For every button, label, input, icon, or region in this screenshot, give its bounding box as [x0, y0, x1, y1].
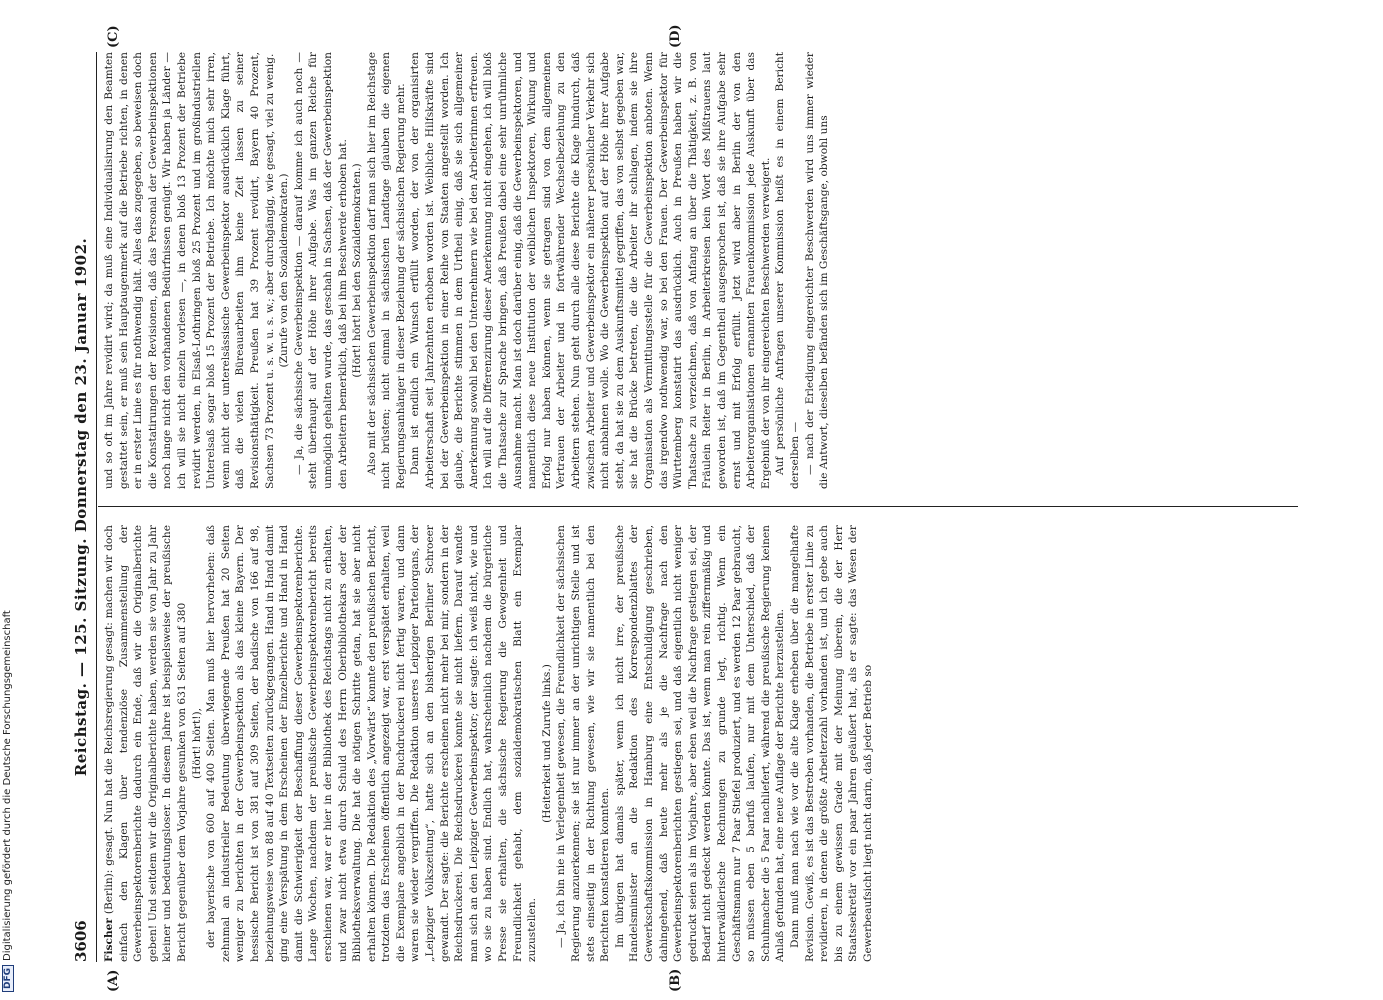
right-paragraph-3: Also mit der sächsischen Gewerbeinspektion darf man sich hier im Reichstage nicht brüsten; nicht einmal in sächsischen Landtage glauben die eigenen Regierungsanhänger in dieser Beziehung der sächsischen Regierung mehr.: [365, 52, 407, 489]
header-divider: [96, 52, 97, 962]
right-paragraph-2: — Ja, die sächsische Gewerbeinspektion — darauf komme ich auch noch — steht überhaupt auf der Höhe ihrer Aufgabe. Was im ganzen Reiche für unmöglich gehalten wurde, das geschah in Sachsen, daß der Gewerbeinspektion den Arbeitern bemerklich, daß bei ihm Beschwerde erhoben hat.: [292, 52, 349, 489]
right-paragraph-4: Dann ist endlich ein Wunsch erfüllt worden, der von der organisirten Arbeiterschaft seit Jahrzehnten erhoben worden ist. Weibliche Hilfskräfte sind bei der Gewerbeinspektion in einer Reihe von Staaten angestellt worden. Ich glaube, die Berichte stimmen in dem Urtheil einig, daß sie sich allgemeiner Anerkennung sowohl bei den Unternehmern wie bei den Arbeiterinnen erfreuen. Ich will auf die Differenzirung dieser Anerkennung nicht eingehen, ich will bloß die Thatsache zur Sprache bringen, daß Preußen dabei eine sehr unrühmliche Ausnahme macht. Man ist doch darüber einig, daß die Gewerbeinspektoren, und namentlich diese neue Institution der weiblichen Inspektoren, Wirkung und Erfolg nur haben können, wenn sie getragen sind von dem allgemeinen Vertrauen der Arbeiter und in fortwährender Wechselbeziehung zu den Arbeitern stehen. Nun geht durch alle diese Berichte die Klage hindurch, daß zwischen Arbeiter und Gewerbeinspektor ein näherer persönlicher Verkehr sich nicht anbahnen wolle. Wo die Gewerbeinspektion auf der Höhe ihrer Aufgabe steht, da hat sie zu dem Auskunftsmittel gegriffen, das von selbst gegeben war, sie hat die Brücke betreten, die die Arbeiter ihr schlagen, indem sie ihre Organisation als Vermittlungsstelle für die Gewerbeinspektion anboten. Wenn das irgendwo nothwendig war, so bei den Frauen. Der Gewerbeinspektor für Württemberg konstatirt das ausdrücklich. Auch in Preußen haben wir die Thatsache zu verzeichnen, daß von Anfang an über die Thätigkeit, z. B. von Fräulein Reiter in Berlin, in Arbeiterkreisen kein Wort des Mißtrauens laut geworden ist, daß im Gegentheil ausgesprochen ist, daß sie ihre Aufgabe sehr ernst und mit Erfolg erfüllt. Jetzt wird aber in Berlin der von den Arbeiterorganisationen ernannten Frauenkommission jede Auskunft über das Ergebniß der von ihr eingereichten Beschwerden verweigert.: [409, 52, 772, 489]
paragraph-text: gesagt. Nun hat die Reichsregierung gesagt: machen wir doch einfach den Klagen über tendenziöse Zusammenstellung der Gewerbeinspektorenberichte dadurch ein Ende, daß wir die Originalberichte geben! Und seitdem wir die Originalberichte haben, werden sie von Jahr zu Jahr kleiner und bedeutungsloser. In diesem Jahre ist beispielsweise der preußische Bericht gegenüber dem Vorjahre gesunken von 631 Seiten auf 380: [103, 525, 188, 962]
interjection: (Zurufe von den Sozialdemokraten.): [278, 173, 291, 368]
digitization-credit: [2, 0, 16, 992]
interjection: (Hört! hört! bei den Sozialdemokraten.): [351, 163, 364, 378]
speaker-suffix: (Berlin):: [103, 869, 115, 919]
left-paragraph-2: der bayerische von 600 auf 400 Seiten. Man muß hier hervorheben: daß zehnmal an industrieller Bedeutung überwiegende Preußen hat 20 Seiten weniger zu berichten in der Gewerbeinspektion als das kleine Bayern. Der hessische Bericht ist von 381 auf 309 Seiten, der badische von 166 auf 98, beziehungsweise von 88 auf 40 Textseiten zurückgegangen. Hand in Hand damit ging eine Verspätung in dem Erscheinen der Einzelberichte und Hand in Hand damit die Schwierigkeit der Beschaffung dieser Gewerbeinspektorenberichte. Lange Wochen, nachdem der preußische Gewerbeinspektorenbericht bereits erschienen war, war er hier in der Bibliothek des Reichstags nicht zu erhalten, und zwar nicht etwa durch Schuld des Herrn Oberbibliothekars oder der Bibliotheksverwaltung. Die hat die nötigen Schritte getan, hat sie aber nicht erhalten können. Die Redaktion des „Vorwärts“ konnte den preußischen Bericht, trotzdem das Erscheinen öffentlich angezeigt war, erst verspätet erhalten, weil die Exemplare angeblich in der Buchdruckerei nicht fertig waren, und dann waren sie wieder vergriffen. Die Redaktion unseres Leipziger Parteiorgans, der „Leipziger Volkszeitung“, hatte sich an den bisherigen Berliner Schroeer gewandt. Der sagte: die Berichte erscheinen nicht mehr bei mir, sondern in der Reichsdruckerei. Die Reichsdruckerei konnte sie nicht liefern. Darauf wandte man sich an den Leipziger Gewerbeinspektor; der sagte: ich weiß nicht, wie und wo sie zu haben sind. Endlich hat, wahrscheinlich nachdem die bürgerliche Presse sie erhalten, die sächsische Regierung die Gewogenheit und Freundlichkeit gehabt, dem sozialdemokratischen Blatt ein Exemplar zuzustellen.: [205, 525, 539, 962]
column-divider: [98, 506, 1298, 507]
margin-marker-c: (C): [106, 25, 121, 48]
interjection: (Hört! hört!),: [190, 708, 203, 779]
left-paragraph-5: Dann muß man nach wie vor die alte Klage erheben über die mangelhafte Revision. Gewiß, es ist das Bestreben vorhanden, die Betriebe in erster Linie zu revidieren, in denen die größte Arbeiterzahl vorhanden ist, und ich gebe auch bis zu einem gewissen Grade mit der Meinung überein, die der Herr Staatssekretär vor ein paar Jahren geäußert hat, als er sagte: das Wesen der Gewerbeaufsicht liegt nicht darin, daß jeder Betrieb so: [788, 525, 874, 962]
dfg-logo: DFG: [2, 965, 14, 992]
right-paragraph-1: und so oft im Jahre revidirt wird; da muß eine Individualisirung den Beamten gestattet sein, er muß sein Hauptaugenmerk auf die Betriebe richten, in denen er in erster Linie es für nothwendig hält. Alles das zugegeben, so beweisen doch die Konstatirungen der Revisionen, daß das Personal der Gewerbeinspektionen noch lange nicht den vorhandenen Bedürfnissen genügt. Wir haben ja Länder — ich will sie nicht einzeln vorlesen —, in denen bloß 13 Prozent der Betriebe revidirt werden, in Elsaß-Lothringen bloß 25 Prozent und im großindustriellen Unterelsaß sogar bloß 15 Prozent der Betriebe. Ich möchte mich sehr irren, wenn nicht der unterelsässische Gewerbeinspektor ausdrücklich Klage führt, daß die vielen Büreauarbeiten ihm keine Zeit lassen zu seiner Revisionsthätigkeit. Preußen hat 39 Prozent revidirt, Bayern 40 Prozent, Sachsen 73 Prozent u. s. w. u. s. w.; aber durchgängig, wie gesagt, viel zu wenig.: [103, 52, 276, 489]
right-paragraph-5: Auf persönliche Anfragen unserer Kommission heißt es in einem Bericht derselben —: [774, 52, 801, 489]
page-number: 3606: [72, 920, 90, 962]
left-paragraph-1: [102, 525, 190, 962]
margin-marker-b: (B): [668, 968, 683, 992]
document-page: [68, 24, 1308, 992]
margin-marker-a: (A): [106, 969, 121, 992]
left-column: [102, 525, 1297, 962]
right-column: [102, 52, 1297, 489]
left-paragraph-3: — Ja, ich bin nie in Verlegenheit gewesen, die Freundlichkeit der sächsischen Regierung anzuerkennen; sie ist nur immer an der unrichtigen Stelle und ist stets einseitig in der Richtung gewesen, wie wir sie namentlich bei den Berichten konstatieren konnten.: [555, 525, 612, 962]
margin-marker-d: (D): [668, 24, 683, 48]
left-paragraph-4: Im übrigen hat damals später, wenn ich nicht irre, der preußische Handelsminister an die Redaktion des Korrespondenzblattes der Gewerkschaftskommission in Hamburg eine Entschuldigung geschrieben, dahingehend, daß heute mehr als je die Nachfrage nach den Gewerbeinspektorenberichten gestiegen sei, und daß eigentlich nicht weniger gedruckt seien als im Vorjahre, aber eben weil die Nachfrage gestiegen sei, der Bedarf nicht gedeckt werden könnte. Das ist, wenn man rein ziffernmäßig und hinterwäldlerische Rechnungen zu grunde legt, richtig. Wenn ein Geschäftsmann nur 7 Paar Stiefel produziert, und es werden 12 Paar gebraucht, so müssen eben 5 barfuß laufen, nur mit dem Unterschied, daß der Schuhmacher die 5 Paar nachliefert, während die preußische Regierung keinen Anlaß gefunden hat, eine neue Auflage der Berichte herzustellen.: [613, 525, 787, 962]
right-paragraph-6: — nach der Erledigung eingereichter Beschwerden wird uns immer wieder die Antwort, dieselben befänden sich im Geschäftsgange, obwohl uns: [803, 52, 831, 489]
interjection: (Heiterkeit und Zurufe links.): [540, 664, 553, 823]
page-header: [68, 52, 94, 962]
page-title: Reichstag. — 125. Sitzung. Donnerstag den 23. Januar 1902.: [72, 237, 90, 777]
speaker-name: Fischer: [103, 918, 115, 962]
credit-text: Digitalisierung gefördert durch die Deutsche Forschungsgemeinschaft: [2, 610, 13, 961]
